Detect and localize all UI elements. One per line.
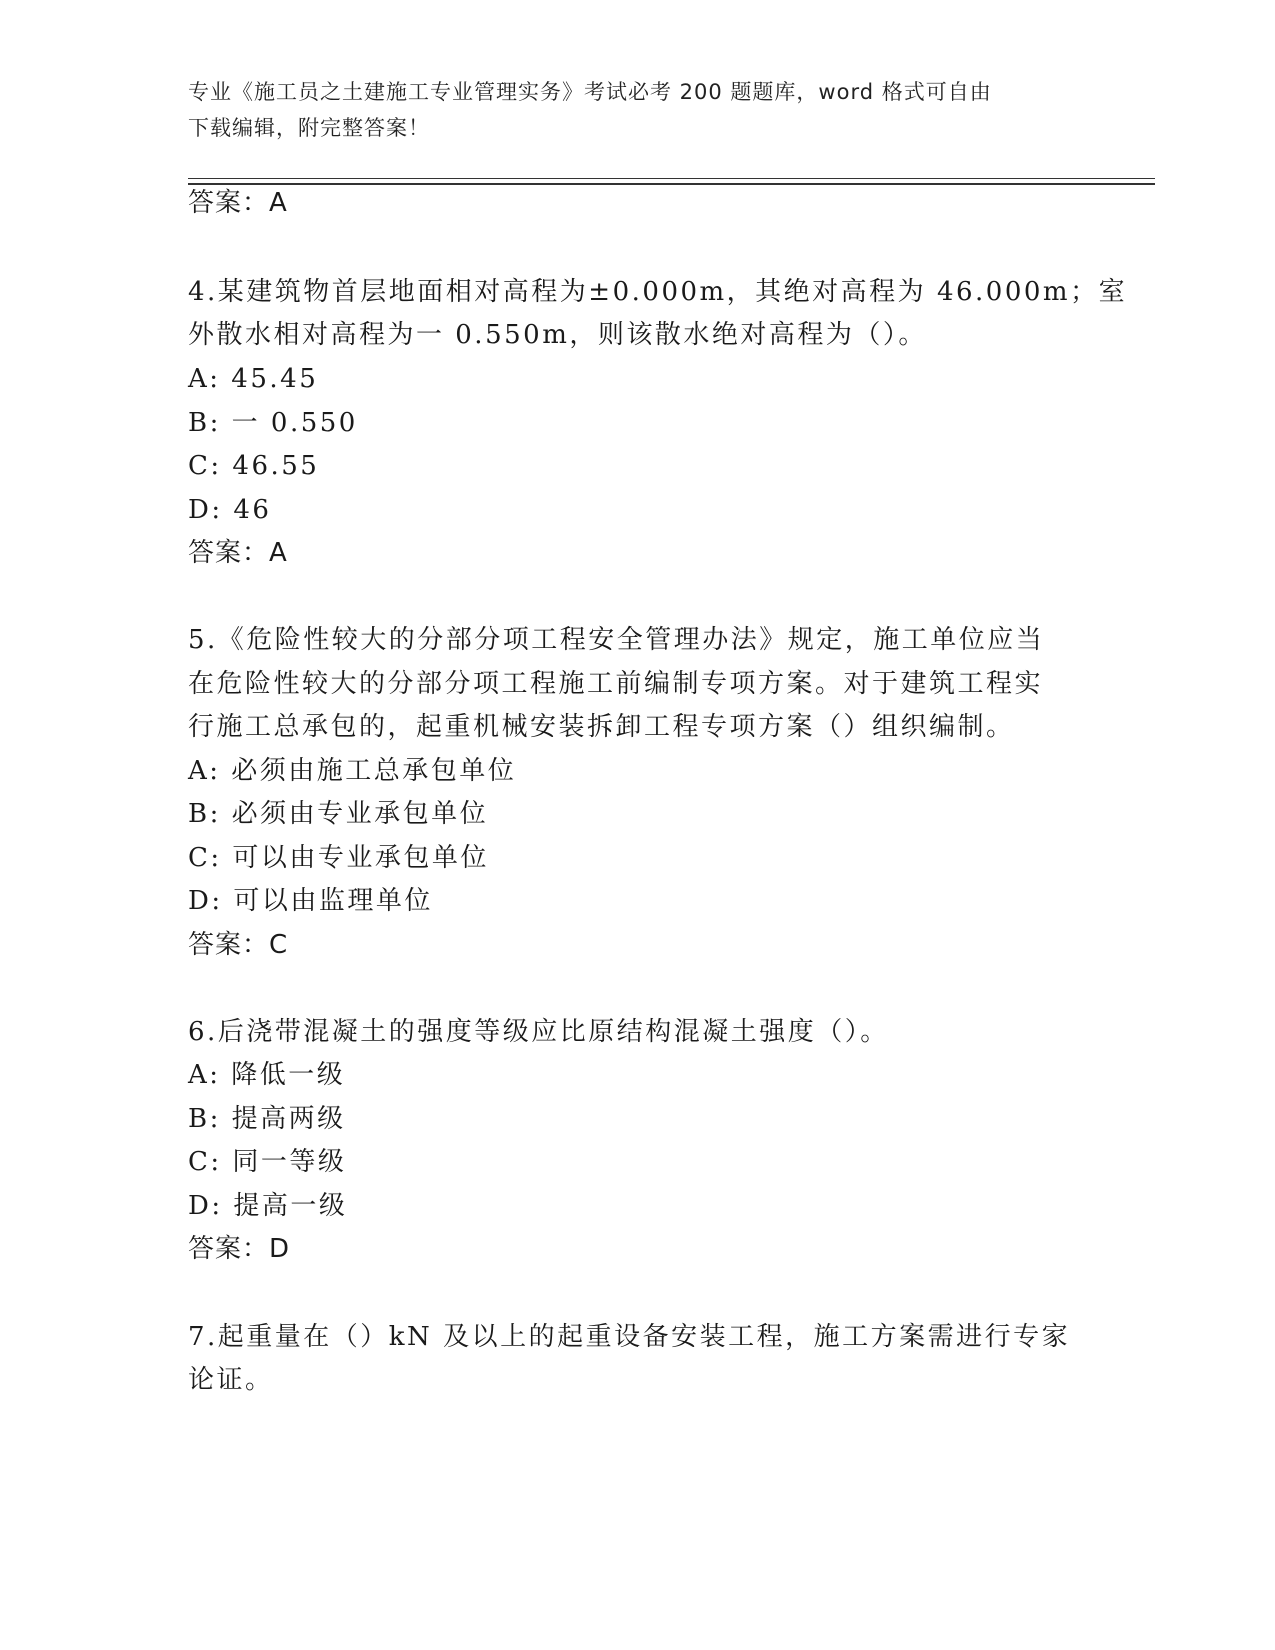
header-divider-thin (188, 178, 1155, 179)
question-4-option-c: C: 46.55 (188, 451, 320, 481)
answer-q3: 答案：A (188, 188, 288, 218)
question-5-option-a: A: 必须由施工总承包单位 (188, 756, 517, 786)
question-6-option-b: B: 提高两级 (188, 1104, 346, 1134)
question-4-option-a: A: 45.45 (188, 364, 319, 394)
question-4-option-d: D: 46 (188, 495, 272, 525)
question-6-stem-line-1: 6.后浇带混凝土的强度等级应比原结构混凝土强度（）。 (188, 1017, 889, 1047)
question-4-answer: 答案：A (188, 538, 288, 568)
question-6-answer: 答案：D (188, 1234, 291, 1264)
question-7-stem-line-1: 7.起重量在（）kN 及以上的起重设备安装工程，施工方案需进行专家 (188, 1322, 1071, 1352)
question-5-stem-line-3: 行施工总承包的，起重机械安装拆卸工程专项方案（）组织编制。 (188, 712, 1015, 742)
question-5-stem-line-1: 5.《危险性较大的分部分项工程安全管理办法》规定，施工单位应当 (188, 625, 1045, 655)
header-divider-thick (188, 183, 1155, 185)
document-header (188, 74, 1088, 146)
header-title-line-1: 专业《施工员之土建施工专业管理实务》考试必考 200 题题库，word 格式可自由 (188, 80, 992, 104)
question-6-option-a: A: 降低一级 (188, 1060, 346, 1090)
question-4-stem-line-2: 外散水相对高程为一 0.550m，则该散水绝对高程为（）。 (188, 320, 927, 350)
header-title-line-2: 下载编辑，附完整答案！ (188, 116, 430, 140)
question-5-answer: 答案：C (188, 930, 289, 960)
question-4-option-b: B: 一 0.550 (188, 408, 358, 438)
question-7-stem-line-2: 论证。 (188, 1365, 274, 1395)
question-5-stem-line-2: 在危险性较大的分部分项工程施工前编制专项方案。对于建筑工程实 (188, 669, 1044, 699)
question-5-option-d: D: 可以由监理单位 (188, 886, 433, 916)
question-5-option-b: B: 必须由专业承包单位 (188, 799, 489, 829)
question-4-stem-line-1: 4.某建筑物首层地面相对高程为±0.000m，其绝对高程为 46.000m；室 (188, 277, 1128, 307)
question-5-option-c: C: 可以由专业承包单位 (188, 843, 489, 873)
question-6-option-d: D: 提高一级 (188, 1191, 348, 1221)
question-6-option-c: C: 同一等级 (188, 1147, 347, 1177)
